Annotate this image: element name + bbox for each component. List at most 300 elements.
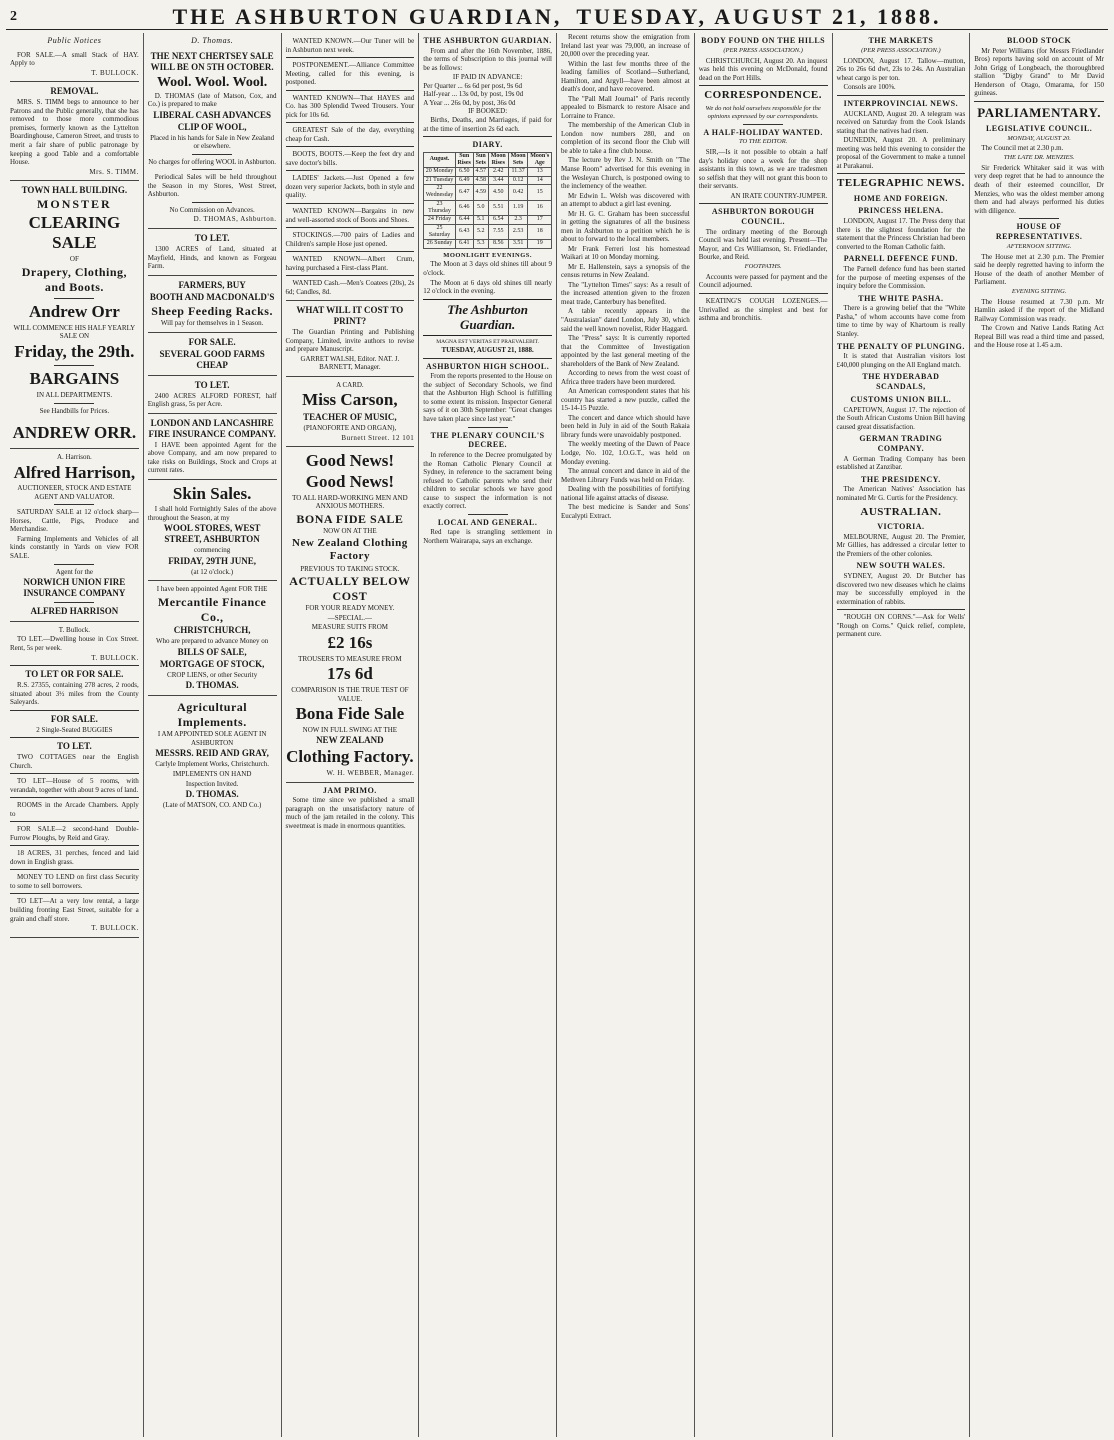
- ad-text: Will pay for themselves in 1 Season.: [160, 319, 264, 328]
- article-text: Mr Peter Williams (for Messrs Friedlander Bros) reports having sold on account of Mr John Grigg of Longbeach, the thoroughbred stallion "Digby Grand" to Mr David Henderson of Otago, Omarama, for 150 guineas.: [974, 46, 1104, 98]
- farms-ad: [148, 333, 277, 376]
- ad-text: commencing: [194, 546, 231, 555]
- diary-cell: 6.43: [455, 224, 473, 240]
- ad-text: ROOMS in the Arcade Chambers. Apply to: [10, 801, 139, 818]
- ad-text: MONEY TO LEND on first class Security to some to sell borrowers.: [10, 873, 139, 890]
- article-text: A German Trading Company has been established at Zanzibar.: [836, 454, 966, 472]
- diary-cell: 6.47: [455, 185, 473, 201]
- acres-1300-ad: [148, 229, 277, 276]
- ad-heading: WOOL STORES, WEST STREET, ASHBURTON: [163, 523, 261, 545]
- ad-text: See Handbills for Prices.: [39, 406, 110, 415]
- ad-text: WANTED KNOWN—That HAYES and Co. has 300 Splendid Tweed Trousers. Your pick for 10s 6d.: [285, 93, 415, 119]
- diary-cell: 8.56: [488, 240, 508, 248]
- diary-cell: 22 Wednesday: [425, 185, 454, 199]
- ad-text: 18 ACRES, 31 perches, fenced and laid down in English grass.: [10, 849, 139, 866]
- ad-text: Agent for the: [55, 567, 94, 576]
- ad-text: WILL COMMENCE HIS HALF YEARLY SALE ON: [13, 323, 136, 341]
- ad-text: WANTED KNOWN—Albert Crum, having purchased a First-class Plant.: [285, 255, 415, 272]
- article-text: There is a growing belief that the "White Pasha," of whom accounts have come from time to time by way of Khartoum is really Stanley.: [836, 304, 966, 338]
- article-text: The Moon at 6 days old shines till nearly 12 o'clock in the evening.: [423, 278, 552, 296]
- ad-heading: THE NEXT CHERTSEY SALE WILL BE ON 5TH OCTOBER.: [150, 50, 274, 72]
- diary-cell: 0.12: [508, 176, 528, 184]
- diary-cell: 6.50: [455, 168, 473, 176]
- ad-heading: TO LET OR FOR SALE.: [25, 669, 124, 680]
- article-heading: HOME AND FOREIGN.: [853, 193, 948, 203]
- ad-heading: Clothing Factory.: [286, 747, 414, 767]
- ad-heading: New Zealand Clothing Factory: [292, 536, 408, 563]
- article-text: Sir Frederick Whitaker said it was with very deep regret that he had to announce the death of their esteemed councillor, Dr Menzies, who was the oldest member among them and had always performed his duties with diligence.: [974, 163, 1104, 215]
- ad-heading: MORTGAGE OF STOCK,: [159, 658, 265, 669]
- article-heading: PARNELL DEFENCE FUND.: [843, 254, 958, 264]
- article-heading: LEGISLATIVE COUNCIL.: [985, 123, 1093, 133]
- article-text: An American correspondent states that his country has started a new puzzle, called the 15-14-15 Puzzle.: [561, 387, 690, 413]
- diary-cell: 25 Saturday: [424, 224, 456, 240]
- diary-cell: 3.51: [508, 240, 528, 248]
- article-text: The Council met at 2.30 p.m.: [981, 144, 1064, 153]
- article-text: Recent returns show the emigration from Ireland last year was 79,000, an increase of 20,000 over the preceding year.: [561, 33, 690, 59]
- diary-cell: 19: [528, 240, 552, 248]
- diary-cell: 4.59: [473, 185, 488, 201]
- article-heading: CUSTOMS UNION BILL.: [850, 394, 952, 404]
- article-heading: THE PRESIDENCY.: [861, 474, 941, 484]
- article-text: Red tape is strangling settlement in Northern Wairarapa, says an exchange.: [423, 528, 552, 545]
- ad-heading: FOR SALE.: [188, 336, 236, 347]
- ad-text: STOCKINGS.—700 pairs of Ladies and Children's sample Hose just opened.: [285, 231, 415, 248]
- article-text: "ROUGH ON CORNS."—Ask for Wells' "Rough on Corns." Quick relief, complete, permanent cure.: [836, 613, 966, 639]
- ad-heading: TO LET.: [194, 233, 230, 244]
- diary-cell: 0.42: [508, 185, 528, 201]
- ad-text: Farming Implements and Vehicles of all kinds constantly in Yards on view FOR SALE.: [10, 534, 139, 560]
- skin-sales-ad: [148, 480, 277, 582]
- diary-cell: 14: [528, 176, 552, 184]
- article-heading: ASHBURTON BOROUGH COUNCIL.: [711, 207, 815, 227]
- ad-text: Periodical Sales will be held throughout the Season in my Stores, West Street, Ashburton.: [147, 173, 277, 199]
- ad-heading: Miss Carson,: [302, 390, 398, 410]
- diary-col-header: Sun Rises: [455, 152, 473, 168]
- article-heading: HOUSE OF REPRESENTATIVES.: [995, 222, 1083, 241]
- ad-text: I HAVE been appointed Agent for the above Company, and am now prepared to take risks on Buildings, Stock and Crops at current rates.: [147, 440, 277, 475]
- article-text: KEATING'S COUGH LOZENGES.—Unrivalled as the simplest and best for asthma and bronchitis.: [698, 296, 828, 323]
- article-text: Half-year ... 13s 0d, by post, 19s 0d: [423, 90, 524, 99]
- article-text: The House met at 2.30 p.m. The Premier said he deeply regretted having to inform the House of the death of another Member of Parliament.: [974, 252, 1104, 287]
- article-heading: THE WHITE PASHA.: [858, 293, 944, 303]
- article-heading: MOONLIGHT EVENINGS.: [443, 251, 533, 259]
- article-heading: GERMAN TRADING COMPANY.: [859, 434, 943, 453]
- diary-cell: 2.53: [508, 224, 528, 240]
- ad-text: FOR YOUR READY MONEY.: [305, 604, 395, 613]
- diary-cell: 6.46: [455, 200, 473, 216]
- section-heading: CORRESPONDENCE.: [704, 89, 823, 102]
- insurance-ad: [148, 414, 277, 480]
- column-4: [419, 33, 557, 1437]
- ad-heading: Drapery, Clothing,: [21, 264, 128, 279]
- ad-text: (at 12 o'clock.): [191, 567, 234, 576]
- diary-cell: 5.1: [473, 216, 488, 224]
- ad-heading: Bona Fide Sale: [295, 704, 405, 724]
- article-heading: INTERPROVINCIAL NEWS.: [843, 98, 959, 108]
- article-text: SYDNEY, August 20. Dr Butcher has discovered two new diseases which he claims may be successfully employed in the extermination of rabbits.: [836, 572, 966, 606]
- diary-cell: 16: [528, 200, 552, 216]
- mercantile-ad: [148, 581, 277, 696]
- ad-signature: W. H. WEBBER, Manager.: [326, 769, 415, 778]
- ad-signature: Mrs. S. TIMM.: [89, 167, 139, 176]
- diary-col-header: Moon Rises: [488, 152, 508, 168]
- article-heading: THE PENALTY OF PLUNGING.: [836, 341, 965, 351]
- ad-heading: Skin Sales.: [172, 483, 252, 503]
- bullock-ads: [10, 622, 139, 938]
- article-text: The "Lyttelton Times" says: As a result of the increased attention given to the frozen meat trade, Canterbury has benefited.: [561, 280, 690, 306]
- section-heading: TELEGRAPHIC NEWS.: [837, 177, 965, 190]
- ad-signature: T. BULLOCK.: [91, 924, 139, 933]
- article-text: Mr Edwin L. Welsh was discovered with an attempt to abduct a girl last evening.: [561, 191, 690, 209]
- ad-text: WANTED KNOWN—Bargains in new and well-assorted stock of Boots and Shoes.: [285, 206, 415, 224]
- article-subhead: MONDAY, AUGUST 20.: [1007, 134, 1071, 142]
- ad-text: TO LET—House of 5 rooms, with verandah, together with about 9 acres of land.: [10, 777, 139, 794]
- issue-date: TUESDAY, AUGUST 21, 1888.: [576, 4, 942, 29]
- ad-text: AUCTIONEER, STOCK AND ESTATE AGENT AND VALUATOR.: [17, 484, 132, 501]
- diary-row: [424, 224, 552, 240]
- column-header: D. Thomas.: [191, 36, 234, 45]
- diary-cell: 26 Sunday: [424, 240, 456, 248]
- ad-text: MRS. S. TIMM begs to announce to her Patrons and the Public generally, that she has removed to those more commodious premises, formerly known as the Lyttelton Boardinghouse, Cameron Street, and trusts to merit a fair share of public patronage by keeping a good Table and a comfortable House.: [10, 98, 139, 167]
- ad-heading: NEW ZEALAND: [316, 735, 384, 746]
- ad-text: No Commission on Advances.: [169, 205, 255, 214]
- ad-signature: Burnett Street. 12 101: [341, 433, 415, 442]
- article-heading: BLOOD STOCK: [1006, 36, 1072, 45]
- ad-heading: FRIDAY, 29TH JUNE,: [168, 555, 257, 566]
- article-text: MELBOURNE, August 20. The Premier, Mr Gillies, has addressed a circular letter to the Premiers of the other colonies.: [836, 532, 966, 558]
- article-text: It is stated that Australian visitors lost £40,000 plunging on the All England match.: [836, 352, 966, 369]
- article-heading: LOCAL AND GENERAL.: [437, 517, 538, 527]
- article-heading: JAM PRIMO.: [322, 785, 377, 795]
- ad-text: A CARD.: [336, 380, 364, 389]
- ad-text: A. Harrison.: [56, 453, 92, 461]
- column-header: THE ASHBURTON GUARDIAN.: [423, 36, 552, 45]
- ad-text: T. Bullock.: [58, 625, 90, 634]
- section-heading: AUSTRALIAN.: [860, 505, 942, 518]
- ad-text: MEASURE SUITS FROM: [311, 623, 388, 632]
- ad-heading: NORWICH UNION FIRE INSURANCE COMPANY: [23, 577, 126, 599]
- article-subhead: FOOTPATHS.: [744, 263, 782, 270]
- ad-heading: and Boots.: [44, 280, 104, 295]
- column-8: [970, 33, 1108, 1437]
- article-text: AUCKLAND, August 20. A telegram was received on Saturday from the Cook Islands stating that the natives had risen.: [836, 109, 966, 135]
- article-text: Accounts were passed for payment and the Council adjourned.: [698, 272, 828, 290]
- article-text: LONDON, August 17. Tallow—mutton, 26s to 26s 6d dwt, 23s to 24s. An Australian wheat cargo is per ton.: [836, 56, 966, 82]
- ad-text: LADIES' Jackets.—Just Opened a few dozen very superior Jackets, both in style and quality.: [285, 174, 415, 200]
- ad-heading: BOOTH AND MACDONALD'S: [149, 291, 275, 302]
- article-text: A Year ... 26s 0d, by post, 36s 0d: [423, 98, 516, 107]
- article-text: Per Quarter ... 6s 6d per post, 9s 6d: [423, 81, 523, 90]
- article-text: The best medicine is Sander and Sons' Eucalypti Extract.: [561, 503, 690, 520]
- ad-heading: BILLS OF SALE,: [177, 646, 247, 657]
- ad-heading: REMOVAL.: [50, 86, 99, 97]
- ad-text: GREATEST Sale of the day, everything cheap for Cash.: [285, 126, 415, 143]
- article-text: Births, Deaths, and Marriages, if paid for at the time of insertion 2s 6d each.: [423, 116, 552, 133]
- ad-heading: Andrew Orr: [28, 301, 120, 321]
- column-5: [557, 33, 695, 1437]
- ad-heading: MESSRS. REID AND GRAY,: [155, 748, 269, 759]
- ad-heading: TEACHER OF MUSIC,: [303, 412, 397, 423]
- ad-text: TO LET—At a very low rental, a large building fronting East Street, suitable for a grain and chaff store.: [10, 897, 139, 923]
- ad-heading: Mercantile Finance Co.,: [157, 594, 267, 624]
- ad-signature: GARRET WALSH, Editor. NAT. J. BARNETT, Manager.: [300, 354, 400, 372]
- article-text: The Moon at 3 days old shines till about 9 o'clock.: [423, 260, 552, 278]
- diary-cell: 5.2: [473, 224, 488, 240]
- ad-heading: Good News! Good News!: [305, 451, 395, 491]
- ad-signature: D. THOMAS.: [185, 789, 239, 800]
- diary-cell: 7.55: [488, 224, 508, 240]
- ad-heading: LONDON AND LANCASHIRE FIRE INSURANCE COMPANY.: [148, 417, 276, 439]
- column-header: Public Notices: [47, 36, 102, 45]
- article-text: Mr H. G. C. Graham has been successful in getting the signatures of all the business men in Ashburton to a petition which he is about to forward to the local members.: [561, 209, 690, 244]
- diary-col-header: August.: [424, 152, 456, 168]
- thomas-wool-ad: [148, 47, 277, 229]
- diary-col-header: Sun Sets: [473, 152, 488, 168]
- ad-text: TO LET.—Dwelling house in Cox Street. Rent, 5s per week.: [10, 635, 139, 653]
- article-text: The membership of the American Club in London now numbers 280, and on completion of its second floor the Club will be able to take a fine club house.: [561, 121, 690, 155]
- ad-heading: Agricultural Implements.: [177, 700, 248, 729]
- diary-cell: 5.0: [473, 200, 488, 216]
- ad-heading: TO LET.: [194, 379, 230, 390]
- article-text: The ordinary meeting of the Borough Council was held last evening. Present—The Mayor, and Crs Williamson, St. Friedlander, Bourke, and Reid.: [698, 227, 828, 262]
- ad-heading: CHRISTCHURCH,: [173, 625, 251, 636]
- ad-text: IMPLEMENTS ON HAND: [172, 769, 252, 778]
- article-subhead: TO THE EDITOR.: [738, 138, 788, 146]
- article-text: SIR,—Is it not possible to obtain a half day's holiday once a week for the shop assistants in this town, as we are tradesmen so selfish that they will not grant this boon to their servants.: [698, 148, 828, 191]
- diary-cell: 23 Thursday: [424, 200, 456, 216]
- section-heading: PARLIAMENTARY.: [977, 104, 1101, 120]
- article-heading: THE MARKETS: [868, 36, 934, 45]
- article-signature: AN IRATE COUNTRY-JUMPER.: [730, 191, 828, 200]
- ad-text: NOW ON AT THE: [323, 527, 377, 536]
- article-text: According to news from the west coast of Africa three traders have been murdered.: [561, 369, 690, 386]
- print-ad: [286, 301, 415, 377]
- article-text: CAPETOWN, August 17. The rejection of the South African Customs Union Bill having caused great dissatisfaction.: [836, 405, 966, 431]
- ad-signature: T. BULLOCK.: [91, 68, 139, 77]
- diary-cell: 17: [528, 216, 552, 224]
- ad-text: 2 Single-Seated BUGGIES: [36, 725, 113, 734]
- ad-text: 2400 ACRES ALFORD FOREST, half English grass, 5s per Acre.: [147, 391, 277, 409]
- article-subhead: (PER PRESS ASSOCIATION.): [723, 46, 803, 54]
- diary-cell: 5.51: [488, 200, 508, 216]
- diary-cell: 6.44: [455, 216, 473, 224]
- ad-text: R.S. 27355, containing 278 acres, 2 roods, situated about 3½ miles from the County Saleyards.: [10, 681, 139, 707]
- clothing-factory-ad: [286, 447, 415, 782]
- ad-text: TROUSERS TO MEASURE FROM: [298, 654, 402, 663]
- article-text: IF BOOKED:: [468, 107, 508, 116]
- article-heading: BODY FOUND ON THE HILLS: [701, 36, 826, 45]
- motto: MAGNA EST VERITAS ET PRAEVALEBIT.: [436, 339, 540, 346]
- article-text: The annual concert and dance in aid of the Methven Library Funds was held on Friday.: [561, 467, 690, 484]
- harrison-ad: [10, 449, 139, 622]
- ad-heading: BONA FIDE SALE: [296, 511, 404, 526]
- ad-text: TO ALL HARD-WORKING MEN AND ANXIOUS MOTHERS.: [292, 493, 408, 511]
- diary-cell: 6.54: [488, 216, 508, 224]
- article-subhead: EVENING SITTING.: [1011, 287, 1067, 295]
- diary-cell: 5.3: [473, 240, 488, 248]
- ad-text: TWO COTTAGES near the English Church.: [10, 753, 139, 770]
- article-text: Consols are 100⅝.: [843, 83, 896, 92]
- diary-col-header: Moon Sets: [508, 152, 528, 168]
- article-subhead: (PER PRESS ASSOCIATION.): [861, 46, 941, 54]
- diary-row: [424, 216, 552, 224]
- jam-article: [286, 786, 415, 831]
- ad-text: NOW IN FULL SWING AT THE: [302, 725, 398, 734]
- diary-cell: 4.50: [488, 185, 508, 201]
- diary-cell: 13: [528, 168, 552, 176]
- column-2: [144, 33, 282, 1437]
- ad-heading: Wool. Wool. Wool.: [156, 74, 268, 90]
- ad-text: CROP LIENS, or other Security: [167, 670, 258, 679]
- article-text: Within the last few months three of the leading families of Scotland—Sutherland, Hamilton, and Argyll—have been almost at death's door, and have recovered.: [561, 59, 690, 94]
- ad-heading: FARMERS, BUY: [178, 279, 246, 290]
- small-ads: [286, 33, 415, 301]
- diary-cell: 21 Tuesday: [425, 176, 454, 183]
- ad-text: I AM APPOINTED SOLE AGENT IN ASHBURTON: [157, 730, 267, 747]
- ad-text: OF: [69, 255, 79, 264]
- diary-cell: 1.19: [508, 200, 528, 216]
- newspaper-title: THE ASHBURTON GUARDIAN,: [172, 4, 563, 29]
- ad-heading: ACTUALLY BELOW COST: [289, 574, 411, 603]
- column-3: [282, 33, 420, 1437]
- ad-heading: FOR SALE.: [50, 713, 98, 724]
- ad-text: FOR SALE.—A small Stack of HAY. Apply to: [10, 50, 139, 68]
- article-heading: THE HYDERABAD SCANDALS,: [862, 372, 940, 392]
- ad-heading: TO LET.: [57, 741, 92, 752]
- diary-col-header: Moon's Age: [528, 152, 552, 168]
- ad-heading: TOWN HALL BUILDING.: [21, 185, 128, 196]
- ad-text: PREVIOUS TO TAKING STOCK.: [300, 564, 400, 573]
- article-heading: THE PLENARY COUNCIL'S DECREE.: [430, 430, 545, 450]
- ad-heading: Alfred Harrison,: [13, 462, 136, 482]
- columns: [6, 33, 1108, 1437]
- article-text: The concert and dance which should have been held in July in aid of the South Rakaia library funds were unavoidably postponed.: [561, 413, 690, 439]
- ad-text: WANTED KNOWN.—Our Tuner will be in Ashburton next week.: [285, 37, 415, 54]
- diary-cell: 18: [528, 224, 552, 240]
- article-subhead: AFTERNOON SITTING.: [1006, 242, 1072, 250]
- ad-signature: D. THOMAS.: [185, 680, 239, 691]
- diary-table: [423, 152, 552, 249]
- article-text: Mr Frank Ferreri lost his homestead Waikari at 10 on Monday morning.: [561, 244, 690, 262]
- hay-ad: [10, 47, 139, 83]
- diary-row: [424, 200, 552, 216]
- diary-cell: 6.41: [455, 240, 473, 248]
- implements-ad: [148, 696, 277, 813]
- removal-ad: [10, 82, 139, 181]
- diary-cell: 20 Monday: [424, 168, 456, 176]
- article-text: From and after the 16th November, 1886, the terms of Subscription to this journal will be as follows:: [423, 46, 552, 72]
- diary-cell: 2.42: [488, 168, 508, 176]
- article-text: A table recently appears in the "Australasian" dated London, July 30, which said the well known novelist, Rider Haggard.: [561, 307, 690, 333]
- article-text: In reference to the Decree promulgated by the Roman Catholic Plenary Council at Sydney, in reference to the sacrament being refused to Catholic parents who send their children to secular schools we have good cause to suspect the information is not exactly correct.: [423, 451, 552, 511]
- carson-ad: [286, 377, 415, 447]
- column-1: [6, 33, 144, 1437]
- racks-ad: [148, 276, 277, 333]
- column-6: [695, 33, 833, 1437]
- diary-heading: DIARY.: [472, 140, 503, 150]
- ad-signature: ANDREW ORR.: [12, 423, 137, 443]
- article-text: The American Natives' Association has nominated Mr G. Curtis for the Presidency.: [836, 485, 966, 503]
- article-subhead: THE LATE DR. MENZIES.: [1003, 154, 1075, 161]
- article-text: The "Press" says: It is currently reported that the Committee of Investigation appointed by the last general meeting of the shareholders of the Bank of New Zealand.: [561, 334, 690, 368]
- ad-text: Carlyle Implement Works, Christchurch.: [155, 760, 270, 769]
- diary-cell: 6.49: [455, 176, 473, 184]
- ad-text: (PIANOFORTE AND ORGAN),: [303, 424, 397, 433]
- diary-cell: 4.57: [473, 168, 488, 176]
- ad-text: I have been appointed Agent FOR THE: [156, 585, 268, 594]
- article-text: The Crown and Native Lands Rating Act Repeal Bill was read a third time and passed, and the House rose at 1.45 a.m.: [974, 324, 1104, 350]
- ad-text: The Guardian Printing and Publishing Company, Limited, invite authors to revise and prepare Manuscript.: [285, 328, 415, 354]
- ad-text: 1300 ACRES of Land, situated at Mayfield, Hinds, and known as Forgeau Farm.: [147, 244, 277, 271]
- article-text: From the reports presented to the House on the subject of Secondary Schools, we find that the Ashburton High School is fulfilling to some extent its mission. Inspector General says of it on 30th September: "Great changes have taken place since last year.": [423, 372, 552, 423]
- ad-text: I shall hold Fortnightly Sales of the above throughout the Season, at my: [147, 505, 277, 522]
- diary-cell: 3.44: [488, 176, 508, 184]
- page-number: 2: [10, 9, 17, 24]
- editorial-banner: The Ashburton Guardian.: [423, 299, 552, 337]
- orr-clearing-ad: [10, 181, 139, 449]
- ad-text: —SPECIAL.—: [327, 613, 372, 622]
- ad-text: FOR SALE—2 second-hand Double-Furrow Ploughs, by Reid and Gray.: [10, 825, 139, 842]
- ad-heading: BARGAINS: [29, 369, 120, 389]
- article-text: Mr E. Hallenstein, says a synopsis of the census returns in New Zealand.: [561, 262, 690, 280]
- diary-row: [424, 168, 552, 176]
- diary-cell: 24 Friday: [424, 216, 456, 224]
- ad-text: Inspection Invited.: [185, 779, 239, 788]
- ad-text: D. THOMAS (late of Matson, Cox, and Co.) is prepared to make: [147, 91, 277, 109]
- ad-text: COMPARISON IS THE TRUE TEST OF VALUE.: [291, 685, 409, 703]
- ad-text: No charges for offering WOOL in Ashburton.: [148, 157, 277, 166]
- ad-text: POSTPONEMENT.—Alliance Committee Meeting, called for this evening, is postponed.: [285, 61, 415, 87]
- article-subhead: We do not hold ourselves responsible for the opinions expressed by our correspondents.: [705, 104, 821, 120]
- article-text: Dealing with the possibilities of fortifying national life against attacks of disease.: [561, 485, 690, 502]
- ad-heading: CLIP OF WOOL,: [177, 121, 247, 132]
- masthead: [6, 4, 1108, 30]
- ad-heading: MONSTER: [37, 197, 112, 212]
- article-text: DUNEDIN, August 20. A preliminary meeting was held this evening to consider the proposal of the Government to make a tunnel at Purakanui.: [836, 136, 966, 170]
- article-text: LONDON, August 17. The Press deny that there is the slightest foundation for the statement that the Princess Christian had been converted to the Roman Catholic faith.: [836, 217, 966, 251]
- article-text: IF PAID IN ADVANCE:: [452, 73, 523, 82]
- diary-row: [424, 185, 552, 201]
- ad-heading: WHAT WILL IT COST TO PRINT?: [296, 305, 404, 327]
- article-text: The Parnell defence fund has been started for the purpose of meeting expenses of the inquiry before the Commission.: [836, 265, 966, 291]
- article-heading: NEW SOUTH WALES.: [856, 561, 946, 571]
- ad-text: (Late of MATSON, CO. AND Co.): [162, 801, 262, 809]
- ad-heading: Sheep Feeding Racks.: [151, 303, 273, 318]
- article-text: The lecture by Rev J. N. Smith on "The Manse Room" advertised for this evening in the Wesleyan Church, is postponed owing to the inclemency of the weather.: [561, 156, 690, 191]
- article-text: Some time since we published a small paragraph on the unsatisfactory nature of much of the jam retailed in the colony. This sweetmeat is made in enormous quantities.: [285, 796, 415, 830]
- diary-cell: 11.37: [508, 168, 528, 176]
- column-7: [833, 33, 971, 1437]
- ad-text: IN ALL DEPARTMENTS.: [36, 391, 113, 400]
- ad-signature: T. BULLOCK.: [91, 653, 139, 662]
- diary-cell: 4.58: [473, 176, 488, 184]
- acres-2400-ad: [148, 376, 277, 414]
- article-text: The "Pall Mall Journal" of Paris recently appealed to Bismarck to restore Alsace and Lorraine to France.: [561, 94, 690, 120]
- ad-text: Placed in his hands for Sale in New Zealand or elsewhere.: [150, 133, 275, 151]
- ad-heading: 17s 6d: [326, 664, 373, 684]
- diary-row: [424, 240, 552, 248]
- diary-row: [424, 176, 552, 184]
- ad-text: BOOTS, BOOTS.—Keep the feet dry and save doctor's bills.: [285, 150, 415, 167]
- ad-heading: SEVERAL GOOD FARMS CHEAP: [159, 348, 265, 370]
- ad-text: SATURDAY SALE at 12 o'clock sharp—Horses, Cattle, Pigs, Produce and Merchandise.: [10, 508, 139, 534]
- ad-heading: Friday, the 29th.: [14, 341, 135, 361]
- diary-cell: 2.3: [508, 216, 528, 224]
- ad-signature: ALFRED HARRISON: [30, 605, 119, 616]
- diary-cell: 15: [528, 185, 552, 201]
- article-heading: ASHBURTON HIGH SCHOOL.: [425, 361, 550, 371]
